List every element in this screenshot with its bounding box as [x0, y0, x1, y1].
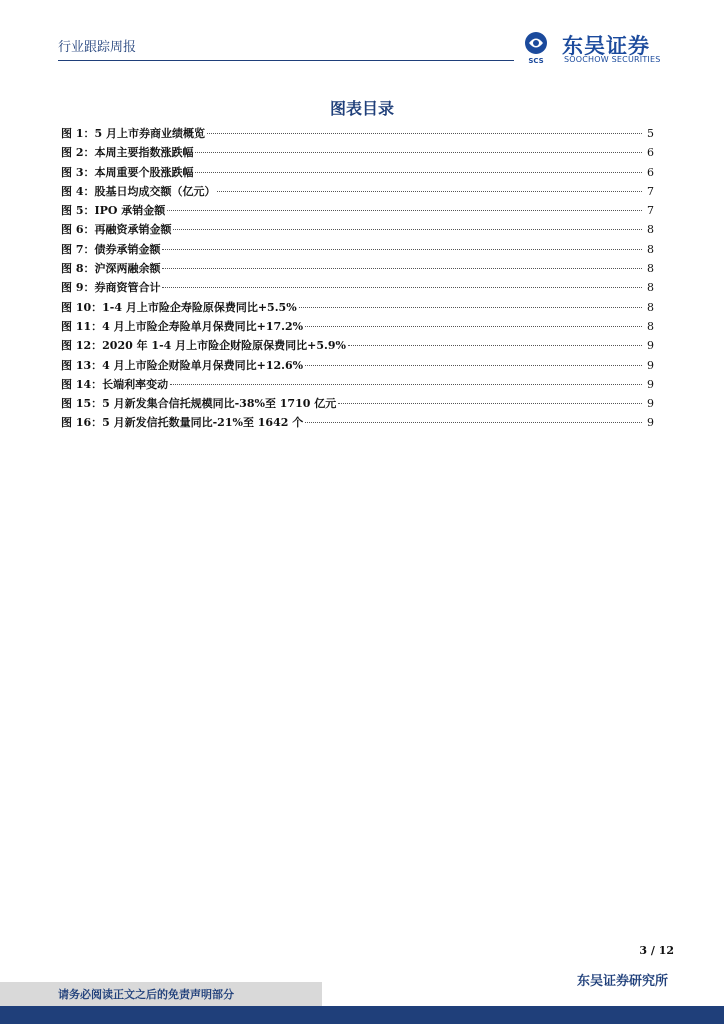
toc-entry-page: 6 [647, 146, 654, 160]
toc-entry-label: 图 4：股基日均成交额（亿元） [61, 184, 216, 198]
toc-entry[interactable] [61, 240, 654, 259]
toc-dot-leader [162, 249, 642, 250]
toc-entry[interactable] [61, 259, 654, 278]
toc-entry-page: 9 [647, 358, 654, 372]
toc-dot-leader [167, 210, 642, 211]
toc-entry[interactable] [61, 336, 654, 355]
toc-dot-leader [338, 403, 642, 404]
toc-entry[interactable] [61, 394, 654, 413]
toc-entry-label: 图 11：4 月上市险企寿险单月保费同比+17.2% [61, 319, 304, 333]
toc-entry-label: 图 7：债券承销金额 [61, 242, 161, 256]
toc-entry-page: 9 [647, 397, 654, 411]
toc-entry-page: 7 [647, 184, 654, 198]
toc-dot-leader [305, 326, 642, 327]
toc-dot-leader [195, 172, 642, 173]
toc-entry-page: 7 [647, 204, 654, 218]
figure-list [61, 124, 654, 433]
toc-entry-page: 8 [647, 242, 654, 256]
toc-dot-leader [162, 268, 642, 269]
toc-entry[interactable] [61, 278, 654, 297]
toc-dot-leader [207, 133, 642, 134]
toc-entry-page: 8 [647, 319, 654, 333]
toc-dot-leader [348, 345, 642, 346]
toc-entry[interactable] [61, 182, 654, 201]
toc-dot-leader [170, 384, 642, 385]
header-divider [58, 60, 514, 61]
toc-entry-label: 图 9：券商资管合计 [61, 281, 161, 295]
toc-title: 图表目录 [329, 99, 394, 118]
toc-entry[interactable] [61, 143, 654, 162]
toc-entry-label: 图 1：5 月上市券商业绩概览 [61, 127, 205, 140]
toc-entry-label: 图 16：5 月新发信托数量同比-21%至 1642 个 [61, 416, 304, 430]
toc-entry-label: 图 5：IPO 承销金额 [61, 204, 166, 218]
logo-chinese-name: 东吴证券 [562, 34, 650, 58]
toc-entry-page: 6 [647, 165, 654, 179]
toc-entry-page: 8 [647, 300, 654, 314]
toc-dot-leader [195, 152, 642, 153]
toc-entry[interactable] [61, 413, 654, 432]
footer-bar [0, 1006, 724, 1024]
toc-entry-page: 8 [647, 262, 654, 276]
toc-entry-label: 图 6：再融资承销金额 [61, 223, 172, 237]
toc-entry-label: 图 12：2020 年 1-4 月上市险企财险原保费同比+5.9% [61, 339, 346, 353]
toc-entry[interactable] [61, 163, 654, 182]
toc-entry-page: 9 [647, 416, 654, 430]
toc-entry[interactable] [61, 356, 654, 375]
toc-entry-page: 5 [647, 127, 654, 140]
toc-entry[interactable] [61, 298, 654, 317]
toc-dot-leader [217, 191, 642, 192]
toc-entry-label: 图 15：5 月新发集合信托规模同比-38%至 1710 亿元 [61, 397, 337, 411]
toc-entry-page: 8 [647, 223, 654, 237]
toc-dot-leader [305, 365, 642, 366]
research-institute-name: 东吴证券研究所 [576, 974, 668, 989]
report-type-label: 行业跟踪周报 [58, 40, 137, 55]
svg-text:SCS: SCS [528, 57, 544, 65]
toc-dot-leader [299, 307, 642, 308]
company-logo [520, 30, 670, 66]
toc-entry-page: 9 [647, 377, 654, 391]
toc-entry[interactable] [61, 124, 654, 143]
toc-entry[interactable] [61, 201, 654, 220]
toc-entry-label: 图 3：本周重要个股涨跌幅 [61, 165, 194, 179]
toc-entry-label: 图 2：本周主要指数涨跌幅 [61, 146, 194, 160]
toc-entry-page: 8 [647, 281, 654, 295]
toc-dot-leader [162, 287, 642, 288]
soochow-logo-icon [520, 30, 560, 66]
toc-entry[interactable] [61, 220, 654, 239]
toc-entry-label: 图 13：4 月上市险企财险单月保费同比+12.6% [61, 358, 304, 372]
toc-entry-label: 图 10：1-4 月上市险企寿险原保费同比+5.5% [61, 300, 297, 314]
logo-english-name: SOOCHOW SECURITIES [564, 55, 661, 64]
toc-entry[interactable] [61, 375, 654, 394]
toc-dot-leader [305, 422, 642, 423]
disclaimer-text: 请务必阅读正文之后的免责声明部分 [58, 988, 234, 1001]
toc-entry-label: 图 14：长端利率变动 [61, 377, 169, 391]
toc-dot-leader [173, 229, 642, 230]
page-number: 3 / 12 [639, 944, 674, 957]
toc-entry-page: 9 [647, 339, 654, 353]
toc-entry[interactable] [61, 317, 654, 336]
toc-entry-label: 图 8：沪深两融余额 [61, 262, 161, 276]
